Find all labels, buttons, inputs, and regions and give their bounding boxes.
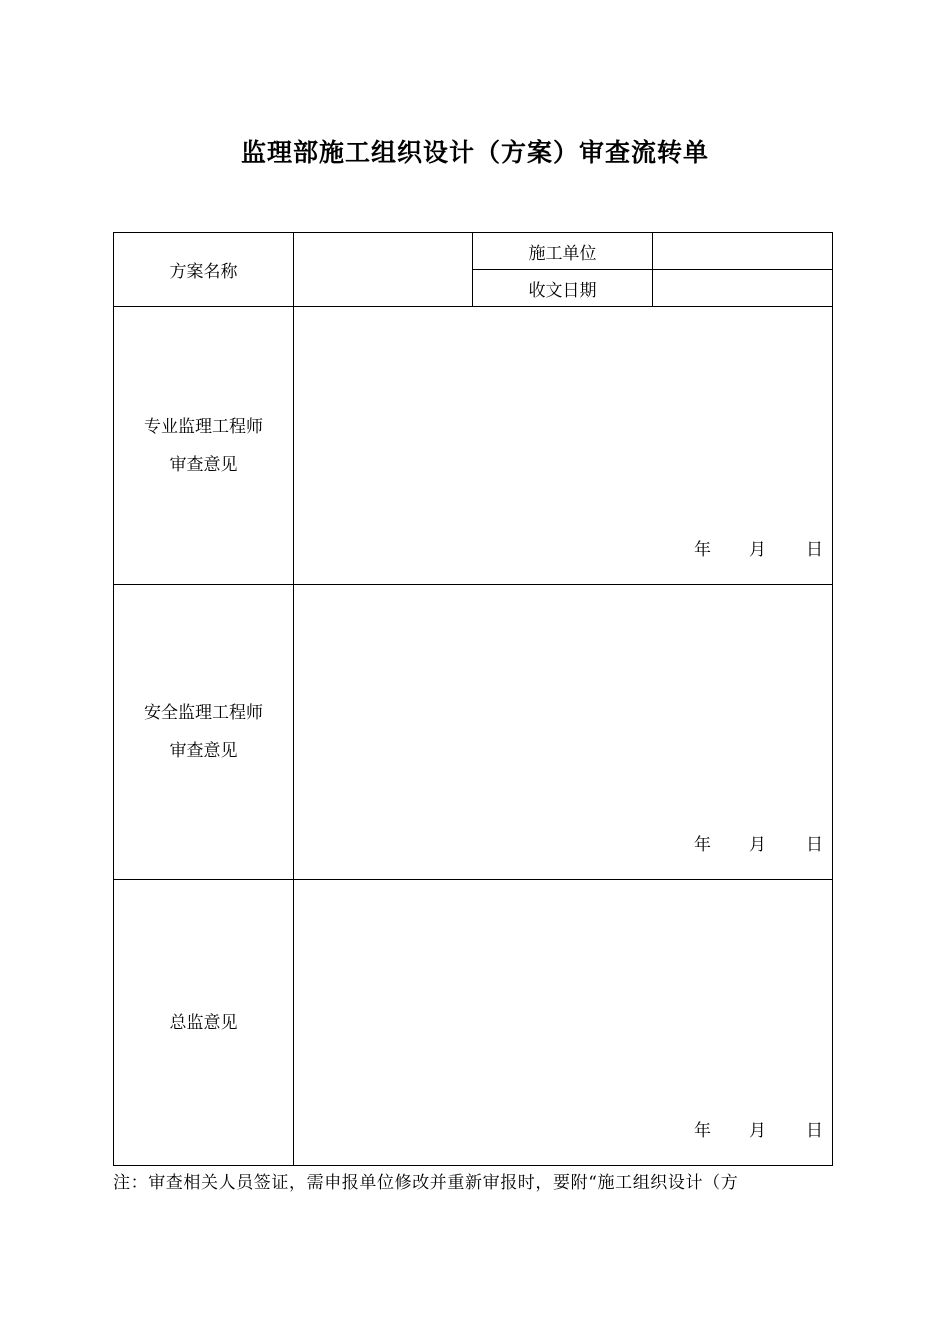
construction-unit-field[interactable]: [653, 233, 833, 270]
section-label-line1: 安全监理工程师: [144, 703, 263, 723]
scheme-name-label: 方案名称: [114, 233, 294, 307]
signature-date: [694, 830, 823, 855]
section-label-line1: 总监意见: [169, 1012, 238, 1033]
safety-engineer-label: [114, 585, 294, 880]
signature-date: [694, 535, 823, 560]
month-label: 月: [749, 540, 766, 560]
year-label: 年: [694, 1121, 711, 1141]
professional-engineer-opinion-field[interactable]: [294, 307, 833, 585]
year-label: 年: [694, 835, 711, 855]
day-label: 日: [806, 540, 823, 560]
signature-date: [694, 1116, 823, 1141]
day-label: 日: [806, 835, 823, 855]
scheme-name-field[interactable]: [294, 233, 473, 307]
construction-unit-label: 施工单位: [473, 233, 653, 270]
receipt-date-label: 收文日期: [473, 270, 653, 307]
professional-engineer-label: [114, 307, 294, 585]
footnote: 注：审查相关人员签证，需申报单位修改并重新审报时，要附“施工组织设计（方: [113, 1173, 739, 1193]
review-form-table: [113, 232, 833, 1166]
chief-supervisor-label: [114, 880, 294, 1166]
receipt-date-field[interactable]: [653, 270, 833, 307]
month-label: 月: [749, 835, 766, 855]
month-label: 月: [749, 1121, 766, 1141]
section-label-line2: 审查意见: [169, 454, 238, 475]
year-label: 年: [694, 540, 711, 560]
day-label: 日: [806, 1121, 823, 1141]
page-title: 监理部施工组织设计（方案）审查流转单: [240, 138, 709, 167]
section-label-line2: 审查意见: [169, 741, 238, 761]
chief-supervisor-opinion-field[interactable]: [294, 880, 833, 1166]
safety-engineer-opinion-field[interactable]: [294, 585, 833, 880]
section-label-line1: 专业监理工程师: [144, 416, 263, 437]
